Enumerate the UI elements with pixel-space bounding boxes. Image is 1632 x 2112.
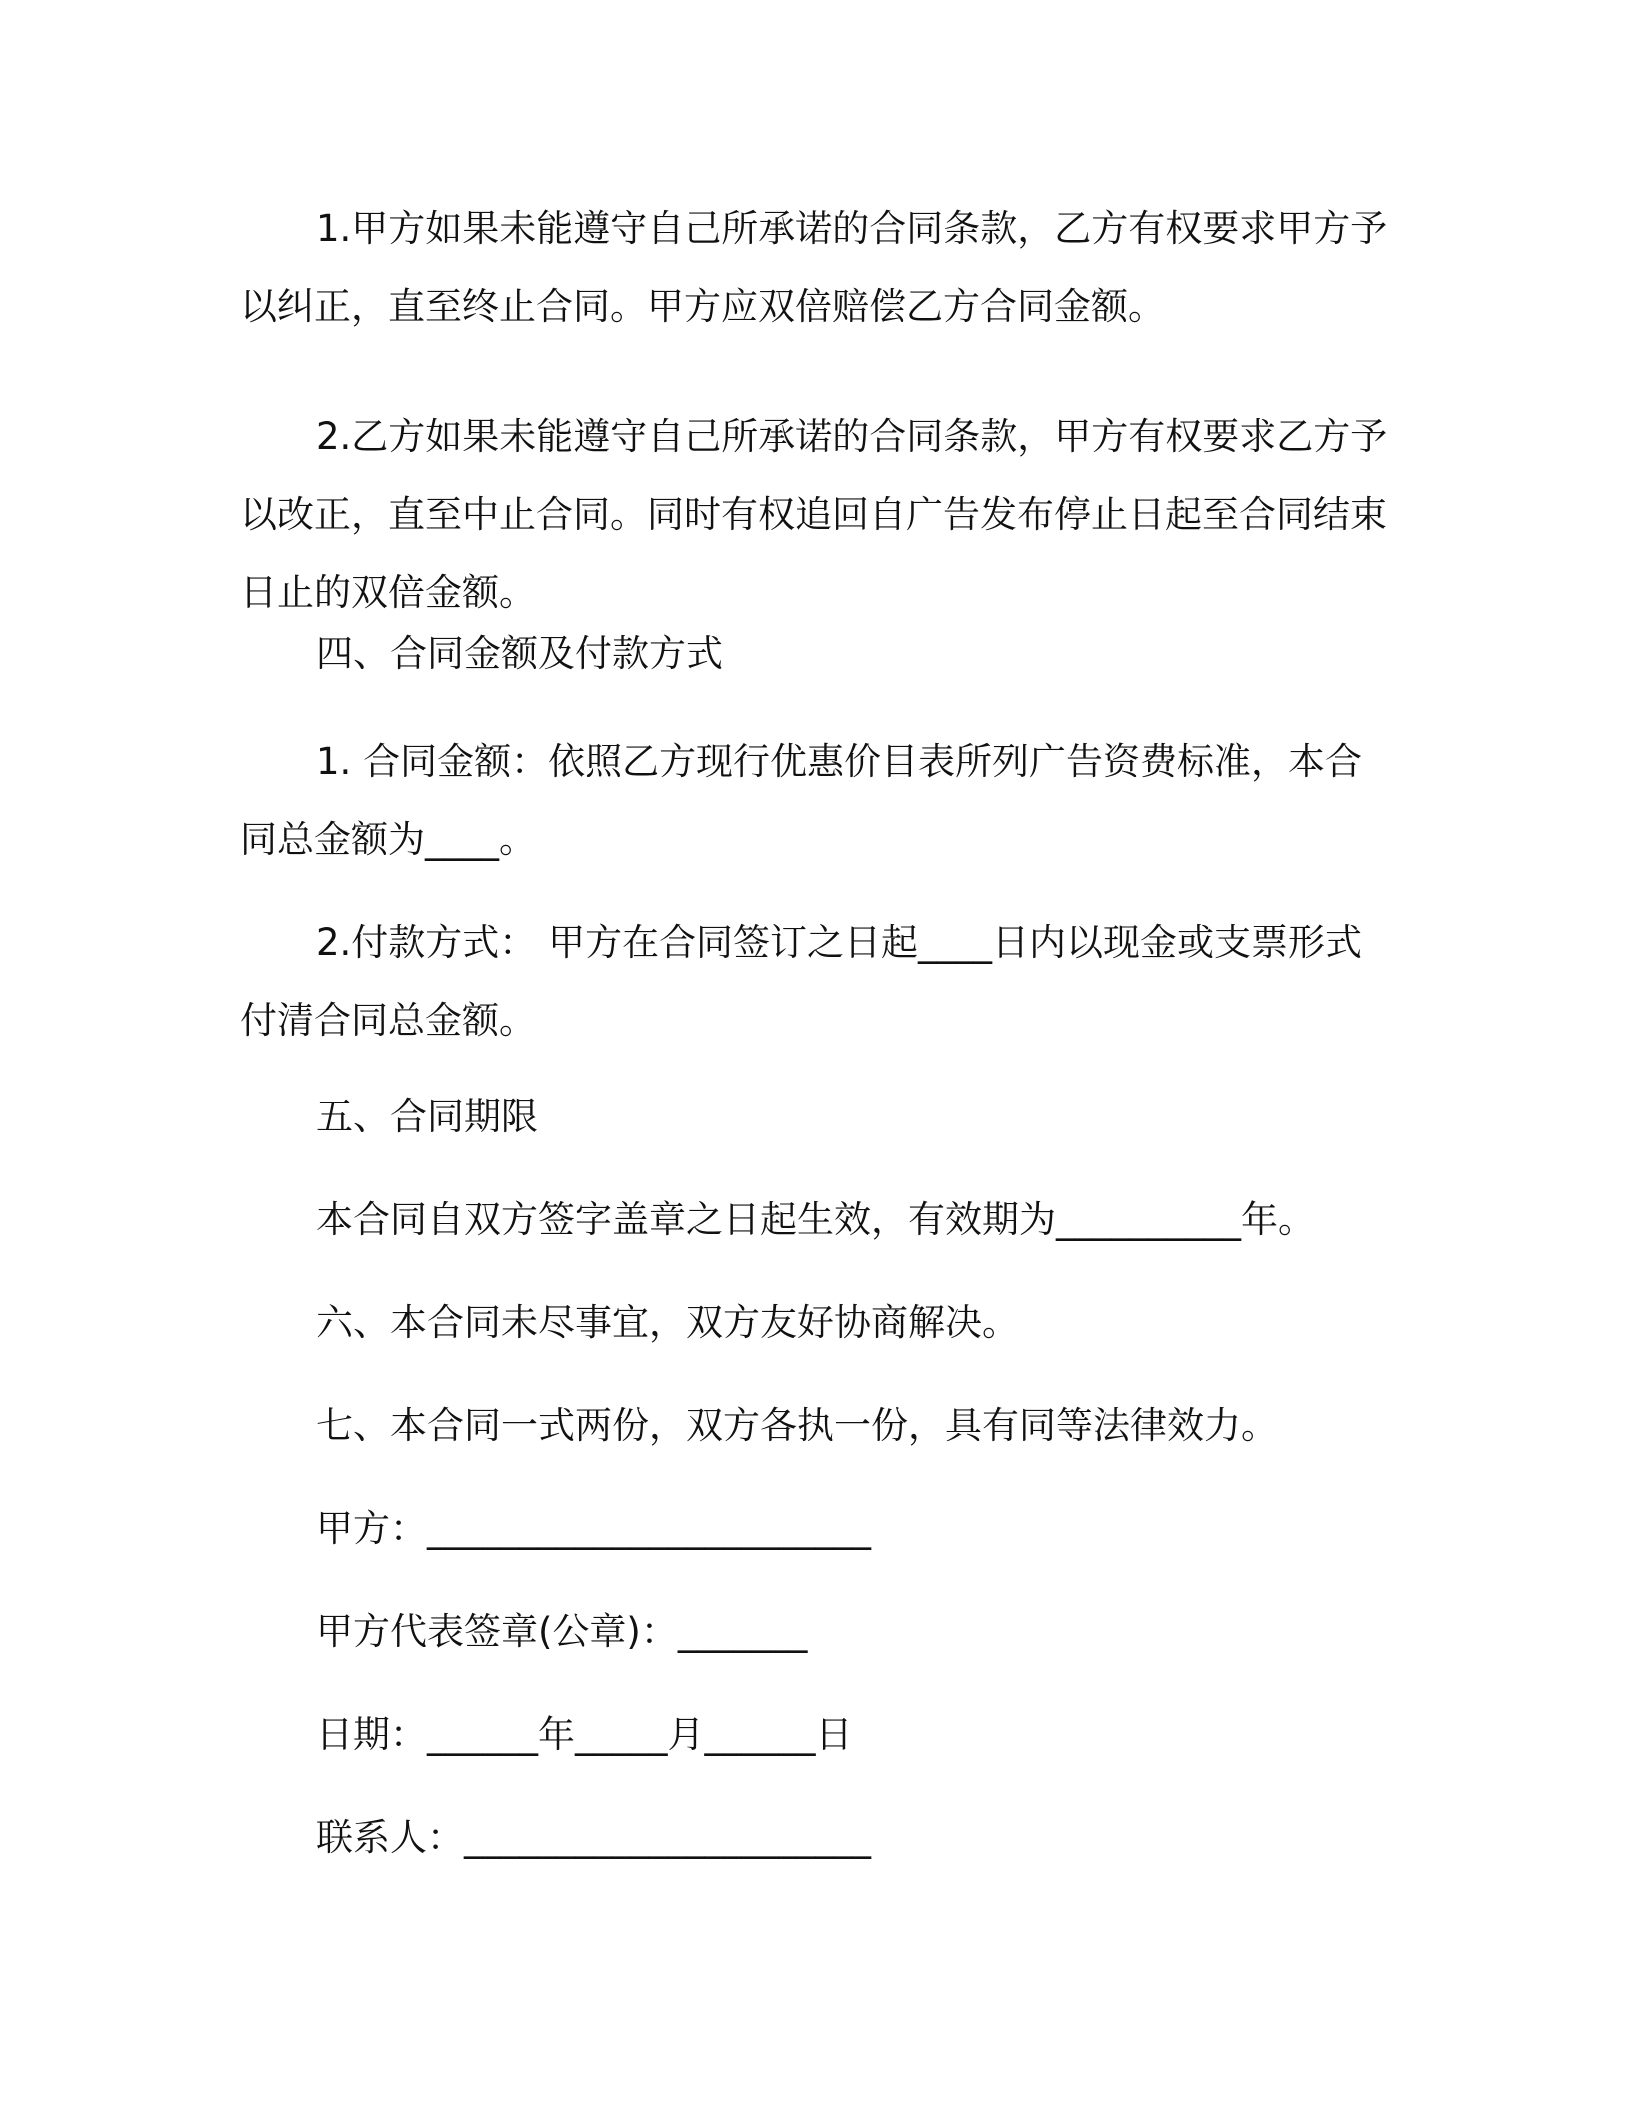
contact-person-line: 联系人：______________________ [316, 1816, 871, 1859]
contract-term-line: 本合同自双方签字盖章之日起生效，有效期为__________年。 [316, 1198, 1315, 1241]
section-4-heading: 四、合同金额及付款方式 [316, 632, 723, 675]
clause-paragraph-2: 2.乙方如果未能遵守自己所承诺的合同条款，甲方有权要求乙方予以改正，直至中止合同。同时有权追回自广告发布停止日起至合同结束日止的双倍金额。 [240, 415, 1388, 614]
payment-method-paragraph: 2.付款方式： 甲方在合同签订之日起____日内以现金或支票形式付清合同总金额。 [240, 921, 1363, 1042]
date-line: 日期：______年_____月______日 [316, 1713, 853, 1756]
party-a-signature-line: 甲方：________________________ [316, 1507, 871, 1550]
clause-paragraph-1: 1.甲方如果未能遵守自己所承诺的合同条款，乙方有权要求甲方予以纠正，直至终止合同。甲方应双倍赔偿乙方合同金额。 [240, 207, 1388, 328]
contract-amount-paragraph: 1. 合同金额：依照乙方现行优惠价目表所列广告资费标准，本合同总金额为____。 [240, 740, 1363, 861]
section-7-line: 七、本合同一式两份，双方各执一份，具有同等法律效力。 [316, 1404, 1278, 1447]
representative-seal-line: 甲方代表签章(公章)：_______ [316, 1610, 808, 1653]
section-6-line: 六、本合同未尽事宜，双方友好协商解决。 [316, 1301, 1019, 1344]
section-5-heading: 五、合同期限 [316, 1095, 538, 1138]
